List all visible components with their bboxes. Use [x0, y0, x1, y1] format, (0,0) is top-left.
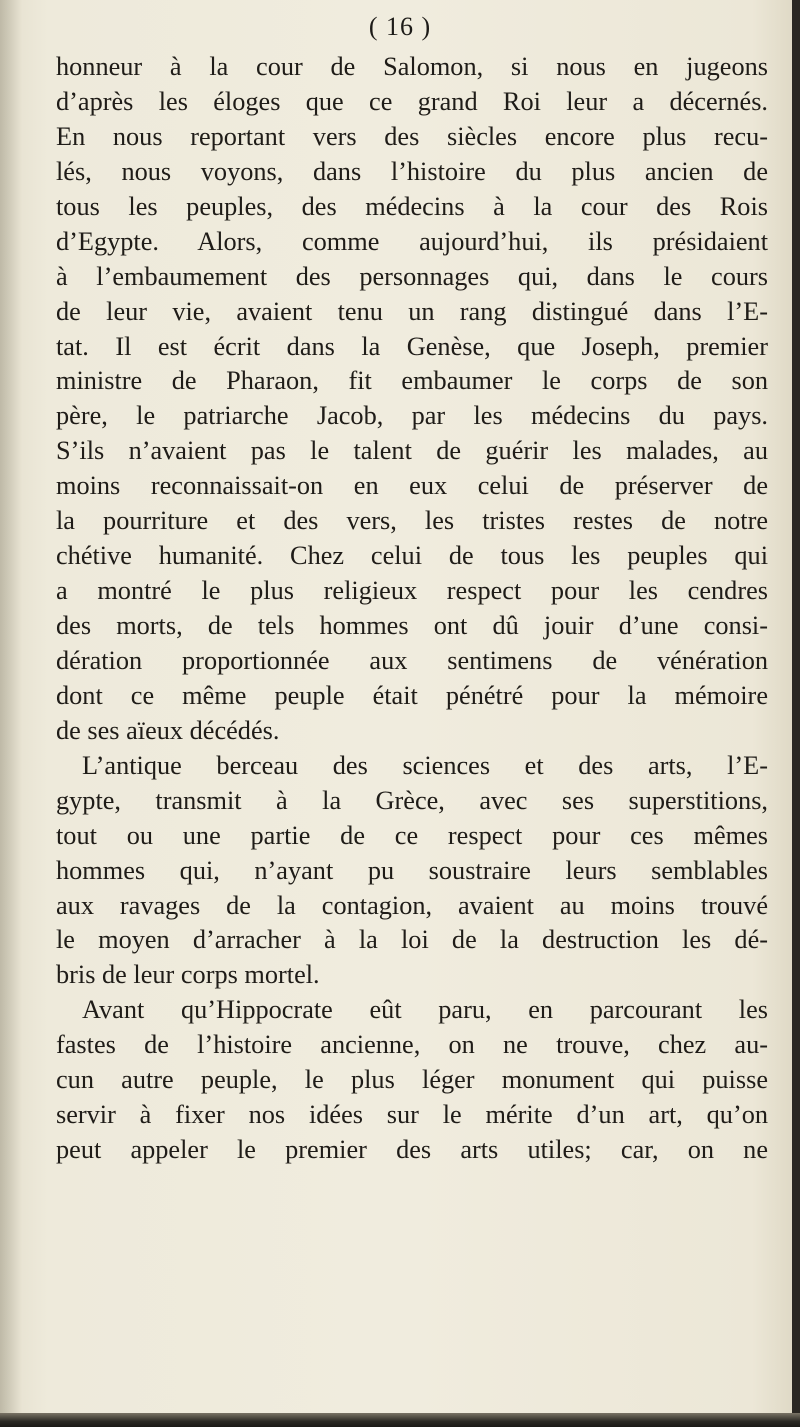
text-line: d’après les éloges que ce grand Roi leur a décernés. [56, 86, 768, 116]
text-line: honneur à la cour de Salomon, si nous en jugeons [56, 52, 768, 81]
text-line: tout ou une partie de ce respect pour ces mêmes [56, 820, 768, 850]
text-line: fastes de l’histoire ancienne, on ne trouve, chez au- [56, 1030, 768, 1060]
text-line: tat. Il est écrit dans la Genèse, que Joseph, premier [56, 331, 768, 361]
text-line: gypte, transmit à la Grèce, avec ses superstitions, [56, 785, 768, 815]
text-line: aux ravages de la contagion, avaient au moins trouvé [56, 890, 768, 920]
page-number: ( 16 ) [368, 12, 432, 41]
text-line: des morts, de tels hommes ont dû jouir d’une consi- [56, 611, 768, 640]
text-line: père, le patriarche Jacob, par les médecins du pays. [56, 401, 768, 431]
text-line: dération proportionnée aux sentimens de vénération [56, 645, 768, 675]
text-line: dont ce même peuple était pénétré pour la mémoire [56, 680, 768, 710]
text-line: à l’embaumement des personnages qui, dans le cours [56, 261, 768, 291]
text-line: le moyen d’arracher à la loi de la destruction les dé- [56, 925, 768, 955]
paragraph-end-line: de ses aïeux décédés. [56, 715, 280, 745]
paragraph-start-line: L’antique berceau des sciences et des arts, l’E- [82, 750, 768, 780]
text-line: En nous reportant vers des siècles encore plus recu- [56, 121, 768, 151]
paragraph-start-line: Avant qu’Hippocrate eût paru, en parcourant les [82, 995, 768, 1025]
text-line: servir à fixer nos idées sur le mérite d’un art, qu’on [56, 1100, 768, 1130]
text-line: ministre de Pharaon, fit embaumer le corps de son [56, 366, 768, 396]
paragraph-end-line: bris de leur corps mortel. [56, 960, 320, 990]
page-right-edge [792, 0, 800, 1427]
body-text [56, 50, 768, 1168]
page-gutter-shadow [0, 0, 22, 1427]
text-line: cun autre peuple, le plus léger monument qui puisse [56, 1065, 768, 1095]
text-line: d’Egypte. Alors, comme aujourd’hui, ils présidaient [56, 226, 768, 256]
text-line: lés, nous voyons, dans l’histoire du plus ancien de [56, 156, 768, 186]
text-line: hommes qui, n’ayant pu soustraire leurs semblables [56, 855, 768, 885]
text-line: la pourriture et des vers, les tristes restes de notre [56, 506, 768, 536]
text-line: chétive humanité. Chez celui de tous les peuples qui [56, 541, 768, 571]
text-line: a montré le plus religieux respect pour les cendres [56, 576, 768, 606]
text-line: S’ils n’avaient pas le talent de guérir les malades, au [56, 436, 768, 466]
text-line: tous les peuples, des médecins à la cour des Rois [56, 191, 768, 221]
page-bottom-edge [0, 1413, 800, 1427]
text-line: de leur vie, avaient tenu un rang distingué dans l’E- [56, 296, 768, 326]
text-line: moins reconnaissait-on en eux celui de préserver de [56, 471, 768, 501]
text-line: peut appeler le premier des arts utiles; car, on ne [56, 1135, 768, 1165]
